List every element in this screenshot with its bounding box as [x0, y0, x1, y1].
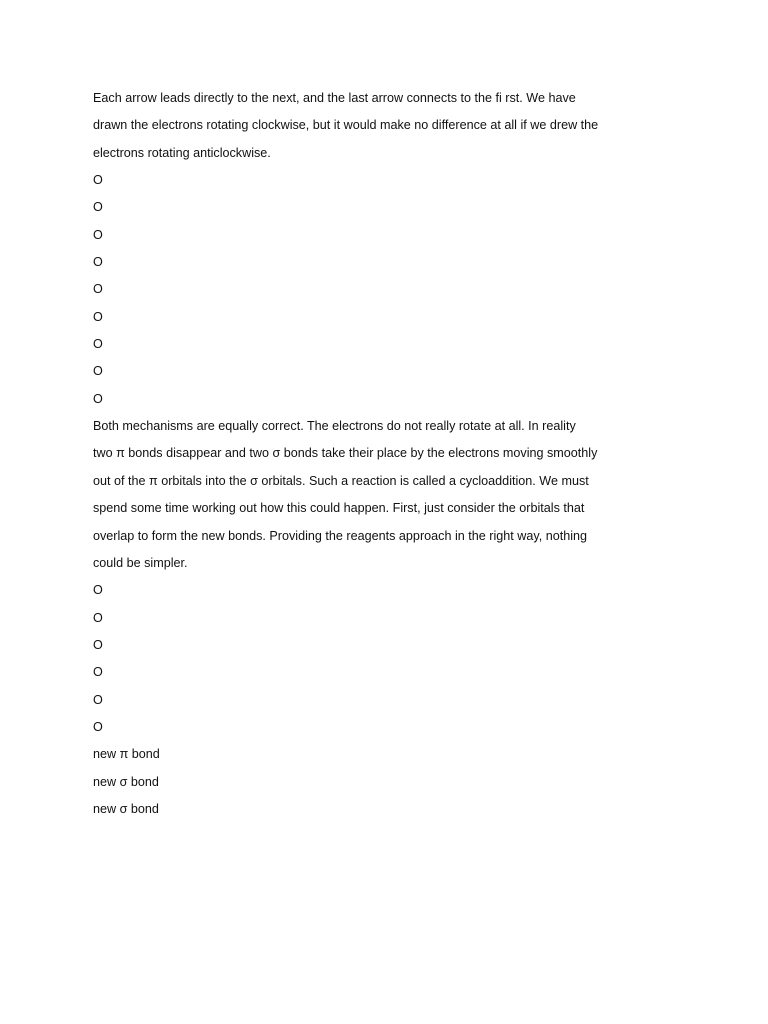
oxygen-label: O	[93, 255, 103, 270]
oxygen-label: O	[93, 665, 103, 680]
text-line: spend some time working out how this could happen. First, just consider the orbitals that	[93, 501, 585, 516]
bond-label-list	[93, 741, 653, 823]
oxygen-label: O	[93, 692, 103, 707]
oxygen-label: O	[93, 391, 103, 406]
text-line: could be simpler.	[93, 555, 188, 570]
text-line: electrons rotating anticlockwise.	[93, 145, 271, 160]
oxygen-label: O	[93, 309, 103, 324]
paragraph-cycloaddition	[93, 413, 653, 577]
bond-label: new π bond	[93, 747, 160, 762]
oxygen-label-list	[93, 167, 653, 413]
text-line: overlap to form the new bonds. Providing the reagents approach in the right way, nothing	[93, 528, 588, 543]
oxygen-label: O	[93, 719, 103, 734]
oxygen-label: O	[93, 364, 103, 379]
paragraph-arrows	[93, 85, 653, 167]
oxygen-label: O	[93, 610, 103, 625]
bond-label: new σ bond	[93, 801, 159, 816]
bond-label: new σ bond	[93, 774, 159, 789]
oxygen-label: O	[93, 637, 103, 652]
oxygen-label: O	[93, 173, 103, 188]
text-line: out of the π orbitals into the σ orbitals. Such a reaction is called a cycloaddition. We must	[93, 473, 589, 488]
document-page	[93, 85, 653, 823]
oxygen-label: O	[93, 282, 103, 297]
text-line: Both mechanisms are equally correct. The electrons do not really rotate at all. In reality	[93, 419, 576, 434]
text-line: Each arrow leads directly to the next, and the last arrow connects to the fi rst. We have	[93, 91, 576, 105]
text-line: drawn the electrons rotating clockwise, but it would make no difference at all if we drew the	[93, 118, 599, 133]
text-line: two π bonds disappear and two σ bonds take their place by the electrons moving smoothly	[93, 446, 598, 461]
oxygen-label: O	[93, 337, 103, 352]
oxygen-label: O	[93, 200, 103, 215]
oxygen-label: O	[93, 227, 103, 242]
oxygen-label: O	[93, 583, 103, 598]
oxygen-label-list	[93, 577, 653, 741]
